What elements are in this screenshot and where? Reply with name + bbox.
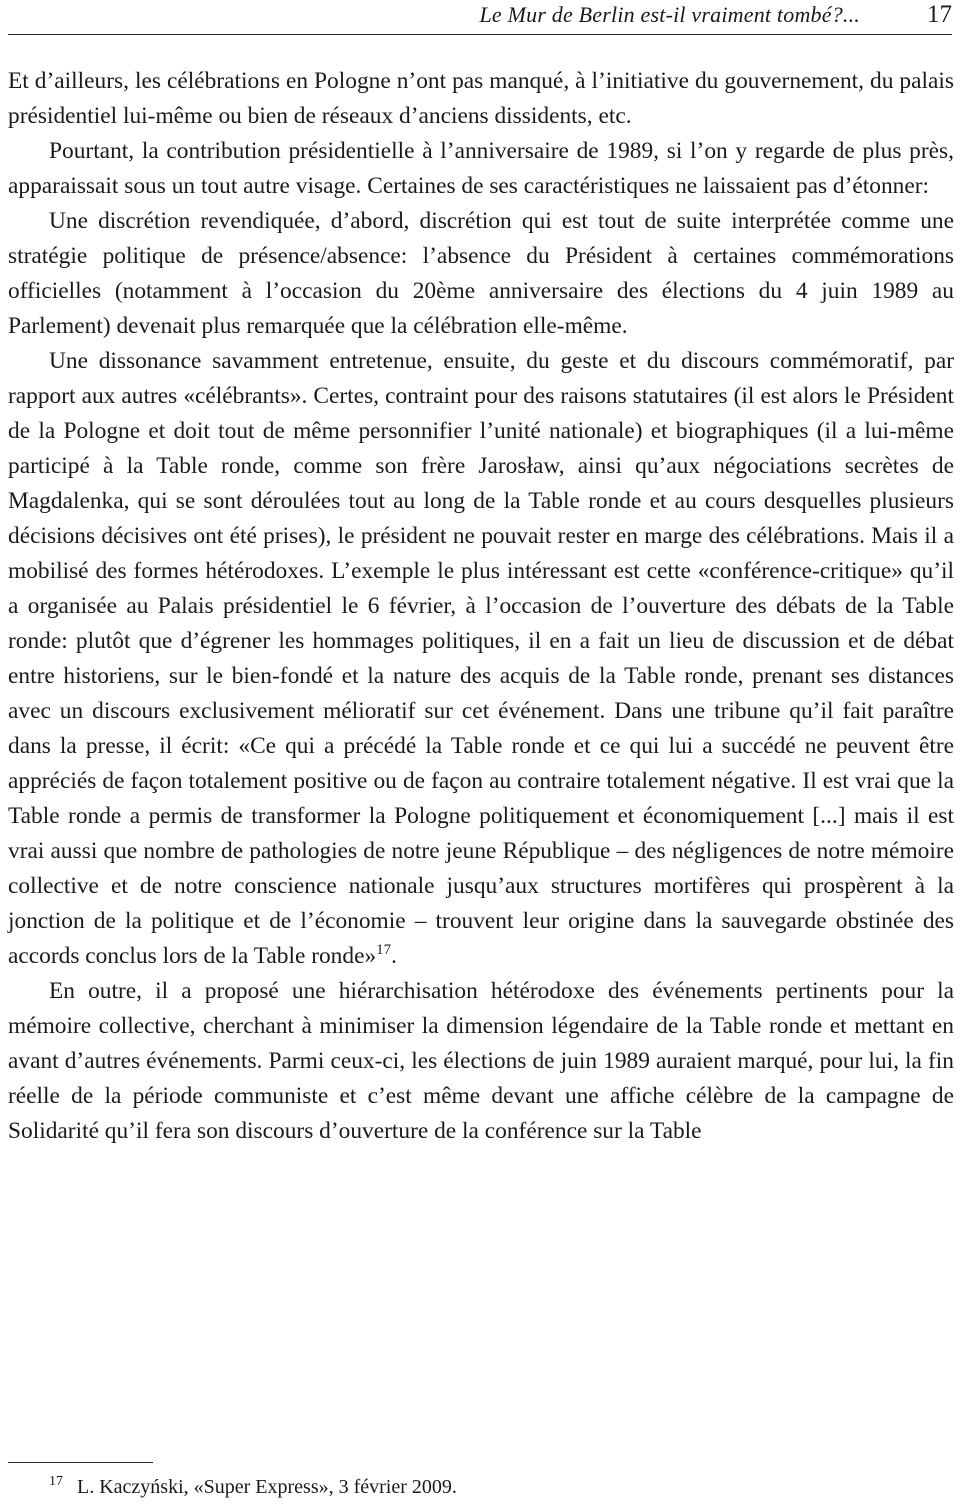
footnote-reference[interactable]: 17 — [376, 942, 392, 958]
paragraph-3: Une discrétion revendiquée, d’abord, discrétion qui est tout de suite interprétée comme une stratégie politique de présence/absence: l’absence du Président à certaines commémorations officielles (notamment à l’occasion du 20ème anniversaire des élections du 4 juin 1989 au Parlement) devenait plus remarquée que la célébration elle-même. — [8, 208, 954, 339]
running-title: Le Mur de Berlin est-il vraiment tombé?... — [479, 2, 860, 27]
paragraph-2: Pourtant, la contribution présidentielle à l’anniversaire de 1989, si l’on y regarde de plus près, apparaissait sous un tout autre visage. Certaines de ses caractéristiques ne laissaient pas d’étonner: — [8, 138, 954, 199]
running-header — [8, 0, 952, 35]
paragraph-4-end: . — [391, 943, 398, 969]
page-number: 17 — [927, 1, 952, 28]
body-text — [8, 64, 954, 1149]
footnote — [49, 1474, 457, 1500]
paragraph-4-text: Une dissonance savamment entretenue, ensuite, du geste et du discours commémoratif, par rapport aux autres «célébrants». Certes, contraint pour des raisons statutaires (il est alors le Président de la Pologne et doit tout de même personnifier l’unité nationale) et biographiques (il a lui-même participé à la Table ronde, comme son frère Jarosław, ainsi qu’aux négociations secrètes de Magdalenka, qui se sont déroulées tout au long de la Table ronde et au cours desquelles plusieurs décisions décisives ont été prises), le président ne pouvait rester en marge des célébrations. Mais il a mobilisé des formes hétérodoxes. L’exemple le plus intéressant est cette «conférence-critique» qu’il a organisée au Palais présidentiel le 6 février, à l’occasion de l’ouverture des débats de la Table ronde: plutôt que d’égrener les hommages politiques, il en a fait un lieu de discussion et de débat entre historiens, sur le bien-fondé et la nature des acquis de la Table ronde, prenant ses distances avec un discours exclusivement mélioratif sur cet événement. Dans une tribune qu’il fait paraître dans la presse, il écrit: «Ce qui a précédé la Table ronde et ce qui lui a succédé ne peuvent être appréciés de façon totalement positive ou de façon au contraire totalement négative. Il est vrai que la Table ronde a permis de transformer la Pologne politiquement et économiquement [...] mais il est vrai aussi que nombre de pathologies de notre jeune République – des négligences de notre mémoire collective et de notre conscience nationale jusqu’aux structures mortifères qui prospèrent à la jonction de la politique et de l’économie – trouvent leur origine dans la sauvegarde obstinée des accords conclus lors de la Table ronde» — [8, 348, 954, 969]
paragraph-5: En outre, il a proposé une hiérarchisation hétérodoxe des événements pertinents pour la mémoire collective, cherchant à minimiser la dimension légendaire de la Table ronde et mettant en avant d’autres événements. Parmi ceux-ci, les élections de juin 1989 auraient marqué, pour lui, la fin réelle de la période communiste et c’est même devant une affiche célèbre de la campagne de Solidarité qu’il fera son discours d’ouverture de la conférence sur la Table — [8, 978, 954, 1144]
paragraph-1: Et d’ailleurs, les célébrations en Pologne n’ont pas manqué, à l’initiative du gouvernement, du palais présidentiel lui-même ou bien de réseaux d’anciens dissidents, etc. — [8, 68, 954, 129]
footnote-divider — [8, 1462, 153, 1463]
footnote-number: 17 — [49, 1474, 63, 1489]
paragraph-4 — [8, 344, 954, 974]
footnote-text: L. Kaczyński, «Super Express», 3 février 2009. — [77, 1476, 457, 1498]
